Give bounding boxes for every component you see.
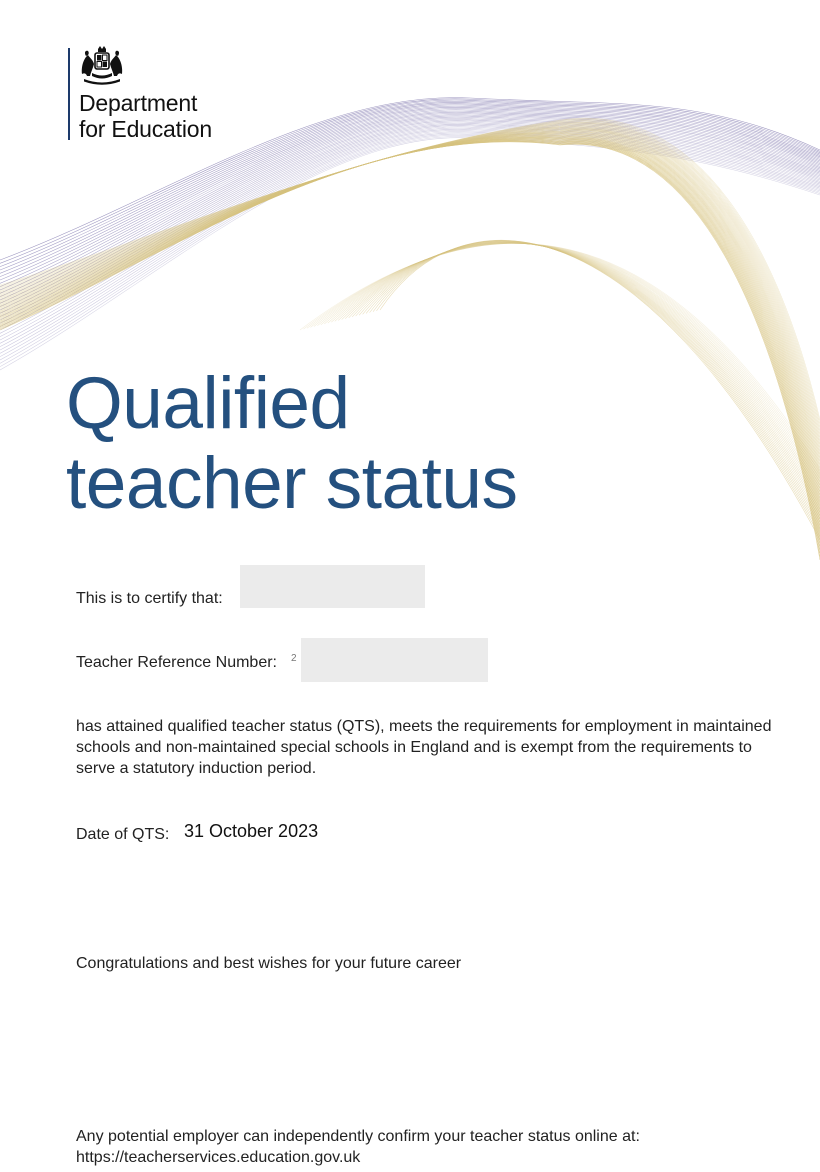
- department-line-2: for Education: [79, 116, 212, 142]
- qts-date-value: 31 October 2023: [184, 821, 319, 841]
- wave-line: [0, 130, 820, 350]
- qts-statement: has attained qualified teacher status (QTS), meets the requirements for employment in maintained schools and non-maintained special schools in England and is exempt from the requirements to serve a statutory induction period.: [76, 718, 772, 777]
- title-line-1: Qualified: [66, 363, 350, 444]
- wave-line: [0, 133, 820, 357]
- trn-value-redacted: [301, 638, 488, 682]
- trn-stray-character: 2: [291, 653, 297, 664]
- logo-divider: [68, 48, 70, 140]
- congratulations-message: Congratulations and best wishes for your future career: [76, 955, 462, 972]
- verification-text: Any potential employer can independently confirm your teacher status online at:: [76, 1128, 640, 1145]
- certify-name-redacted: [240, 565, 425, 608]
- royal-coat-of-arms-icon: [78, 46, 126, 86]
- verification-note: [76, 1126, 640, 1168]
- trn-label: Teacher Reference Number:: [76, 654, 277, 671]
- department-name: [79, 90, 212, 142]
- certificate-title: [66, 364, 518, 524]
- qts-date-label: Date of QTS:: [76, 826, 170, 843]
- certify-label: This is to certify that:: [76, 590, 223, 607]
- title-line-2: teacher status: [66, 443, 518, 524]
- department-line-1: Department: [79, 90, 198, 116]
- verification-url: https://teacherservices.education.gov.uk: [76, 1149, 361, 1166]
